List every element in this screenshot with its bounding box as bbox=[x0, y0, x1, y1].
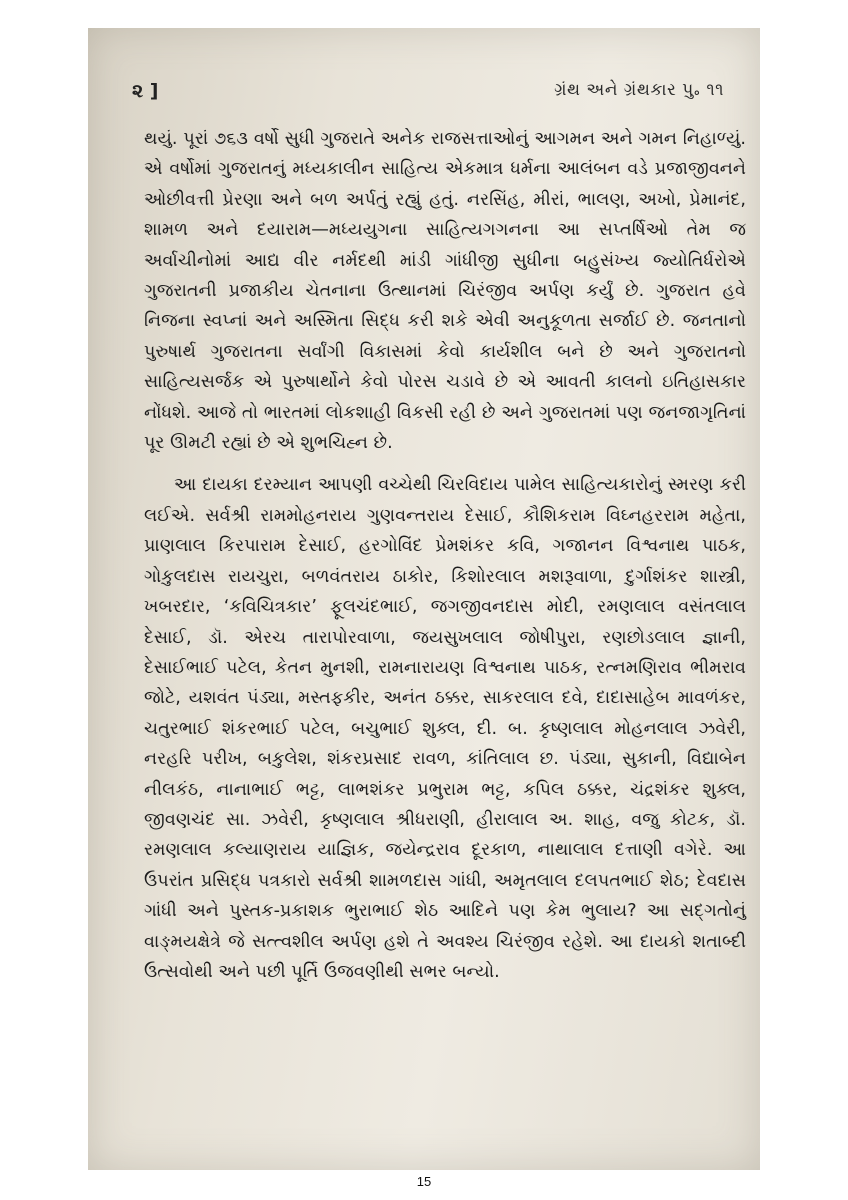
sheet-number: 15 bbox=[416, 1174, 432, 1189]
running-head: ગ્રંથ અને ગ્રંથકાર પુ૰ ૧૧ bbox=[554, 80, 724, 100]
paragraph-1: થયું. પૂરાં ૭૬૩ વર્ષો સુધી ગુજરાતે અનેક રાજસત્તાઓનું આગમન અને ગમન નિહાળ્યું. એ વર્ષોમાં ગુજરાતનું મધ્યકાલીન સાહિત્ય એકમાત્ર ધર્મના આલંબન વડે પ્રજાજીવનને ઓછીવત્તી પ્રેરણા અને બળ અર્પતું રહ્યું હતું. નરસિંહ, મીરાં, ભાલણ, અખો, પ્રેમાનંદ, શામળ અને દયારામ—મધ્યયુગના સાહિત્યગગનના આ સપ્તર્ષિઓ તેમ જ અર્વાચીનોમાં આદ્ય વીર નર્મદથી માંડી ગાંધીજી સુધીના બહુસંખ્ય જ્યોતિર્ધરોએ ગુજરાતની પ્રજાકીય ચેતનાના ઉત્થાનમાં ચિરંજીવ અર્પણ કર્યું છે. ગુજરાત હવે નિજના સ્વપ્નાં અને અસ્મિતા સિદ્ધ કરી શકે એવી અનુકૂળતા સર્જાઈ છે. જનતાનો પુરુષાર્થ ગુજરાતના સર્વાંગી વિકાસમાં કેવો કાર્યશીલ બને છે અને ગુજરાતનો સાહિત્યસર્જક એ પુરુષાર્થોને કેવો પોરસ ચડાવે છે એ આવતી કાલનો ઇતિહાસકાર નોંધશે. આજે તો ભારતમાં લોકશાહી વિકસી રહી છે અને ગુજરાતમાં પણ જનજાગૃતિનાં પૂર ઊમટી રહ્યાં છે એ શુભચિહ્ન છે. bbox=[144, 129, 746, 454]
scanned-book-page bbox=[88, 28, 760, 1170]
page-header bbox=[124, 80, 724, 120]
page-number: ૨ ] bbox=[132, 80, 159, 102]
body-text bbox=[144, 124, 746, 987]
paragraph-2: આ દાયકા દરમ્યાન આપણી વચ્ચેથી ચિરવિદાય પામેલ સાહિત્યકારોનું સ્મરણ કરી લઈએ. સર્વશ્રી રામમોહનરાય ગુણવન્તરાય દેસાઈ, કૌશિકરામ વિઘ્નહરરામ મહેતા, પ્રાણલાલ કિરપારામ દેસાઈ, હરગોવિંદ પ્રેમશંકર કવિ, ગજાનન વિશ્વનાથ પાઠક, ગોકુલદાસ રાયચુરા, બળવંતરાય ઠાકોર, કિશોરલાલ મશરૂવાળા, દુર્ગાશંકર શાસ્ત્રી, ખબરદાર, ‘કવિચિત્રકાર’ ફૂલચંદભાઈ, જગજીવનદાસ મોદી, રમણલાલ વસંતલાલ દેસાઈ, ડૉ. એરચ તારાપોરવાળા, જયસુખલાલ જોષીપુરા, રણછોડલાલ જ્ઞાની, દેસાઈભાઈ પટેલ, કેતન મુનશી, રામનારાયણ વિશ્વનાથ પાઠક, રત્નમણિરાવ ભીમરાવ જોટે, યશવંત પંડ્યા, મસ્તફકીર, અનંત ઠક્કર, સાકરલાલ દવે, દાદાસાહેબ માવળંકર, ચતુરભાઈ શંકરભાઈ પટેલ, બચુભાઈ શુક્લ, દી. બ. કૃષ્ણલાલ મોહનલાલ ઝવેરી, નરહરિ પરીખ, બકુલેશ, શંકરપ્રસાદ રાવળ, કાંતિલાલ છ. પંડ્યા, સુકાની, વિદ્યાબેન નીલકંઠ, નાનાભાઈ ભટ્ટ, લાભશંકર પ્રભુરામ ભટ્ટ, કપિલ ઠક્કર, ચંદ્રશંકર શુક્લ, જીવણચંદ સા. ઝવેરી, કૃષ્ણલાલ શ્રીધરાણી, હીરાલાલ અ. શાહ, વજુ કોટક, ડૉ. રમણલાલ કલ્યાણરાય યાજ્ઞિક, જયેન્દ્રરાવ દૂરકાળ, નાથાલાલ દત્તાણી વગેરે. આ ઉપરાંત પ્રસિદ્ધ પત્રકારો સર્વશ્રી શામળદાસ ગાંધી, અમૃતલાલ દલપતભાઈ શેઠ; દેવદાસ ગાંધી અને પુસ્તક-પ્રકાશક ભુરાભાઈ શેઠ આદિને પણ કેમ ભુલાય? આ સદ્ગતોનું વાઙ્મયક્ષેત્રે જે સત્ત્વશીલ અર્પણ હશે તે અવશ્ય ચિરંજીવ રહેશે. આ દાયકો શતાબ્દી ઉત્સવોથી અને પછી પૂર્તિ ઉજવણીથી સભર બન્યો. bbox=[144, 475, 746, 982]
